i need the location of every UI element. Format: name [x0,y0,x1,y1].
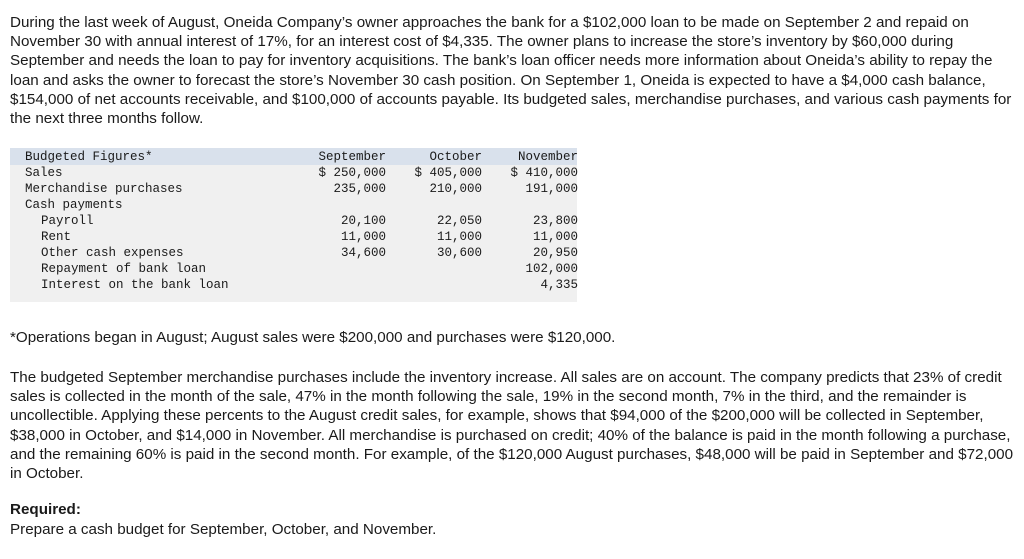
budget-table [10,148,577,302]
rent-september: 11,000 [340,230,386,244]
collection-terms: The budgeted September merchandise purchases include the inventory increase. All sales are on account. The company predicts that 23% of credit sales is collected in the month of the sale, 47% in the month following the sale, 19% in the second month, 7% in the third, and the remainder is uncollectible. Applying these percents to the August credit sales, for example, shows that $94,000 of the $200,000 will be collected in September, $38,000 in October, and $14,000 in November. All merchandise is purchased on credit; 40% of the balance is paid in the month following a purchase, and the remaining 60% is paid in the second month. For example, of the $120,000 August purchases, $48,000 will be paid in September and $72,000 in October. [10,369,1014,483]
other-september: 34,600 [340,246,386,260]
row-label-purchases: Merchandise purchases [25,182,183,196]
repayment-november: 102,000 [525,262,578,276]
header-october: October [429,150,482,164]
row-label-interest: Interest on the bank loan [41,278,229,292]
purchases-november: 191,000 [525,182,578,196]
row-label-sales: Sales [25,166,63,180]
other-november: 20,950 [532,246,578,260]
row-label-rent: Rent [41,230,72,244]
sales-october: $ 405,000 [414,166,482,180]
row-label-repayment: Repayment of bank loan [41,262,207,276]
row-label-cash-payments: Cash payments [25,198,123,212]
purchases-october: 210,000 [429,182,482,196]
rent-november: 11,000 [532,230,578,244]
footnote: *Operations began in August; August sales were $200,000 and purchases were $120,000. [10,329,616,346]
rent-october: 11,000 [436,230,482,244]
header-september: September [318,150,386,164]
row-label-payroll: Payroll [41,214,94,228]
header-november: November [517,150,578,164]
payroll-october: 22,050 [436,214,482,228]
row-label-other-expenses: Other cash expenses [41,246,184,260]
required-text: Prepare a cash budget for September, October, and November. [10,521,437,538]
required-heading: Required: [10,501,81,518]
payroll-november: 23,800 [532,214,578,228]
purchases-september: 235,000 [333,182,386,196]
header-label: Budgeted Figures* [25,150,153,164]
other-october: 30,600 [436,246,482,260]
payroll-september: 20,100 [340,214,386,228]
interest-november: 4,335 [540,278,578,292]
problem-intro: During the last week of August, Oneida Company’s owner approaches the bank for a $102,000 loan to be made on September 2 and repaid on November 30 with annual interest of 17%, for an interest cost of $4,335. The owner plans to increase the store’s inventory by $60,000 during September and needs the loan to pay for inventory acquisitions. The bank’s loan officer needs more information about Oneida’s ability to repay the loan and asks the owner to forecast the store’s November 30 cash position. On September 1, Oneida is expected to have a $4,000 cash balance, $154,000 of net accounts receivable, and $100,000 of accounts payable. Its budgeted sales, merchandise purchases, and various cash payments for the next three months follow. [10,14,1012,128]
sales-september: $ 250,000 [318,166,386,180]
sales-november: $ 410,000 [510,166,578,180]
